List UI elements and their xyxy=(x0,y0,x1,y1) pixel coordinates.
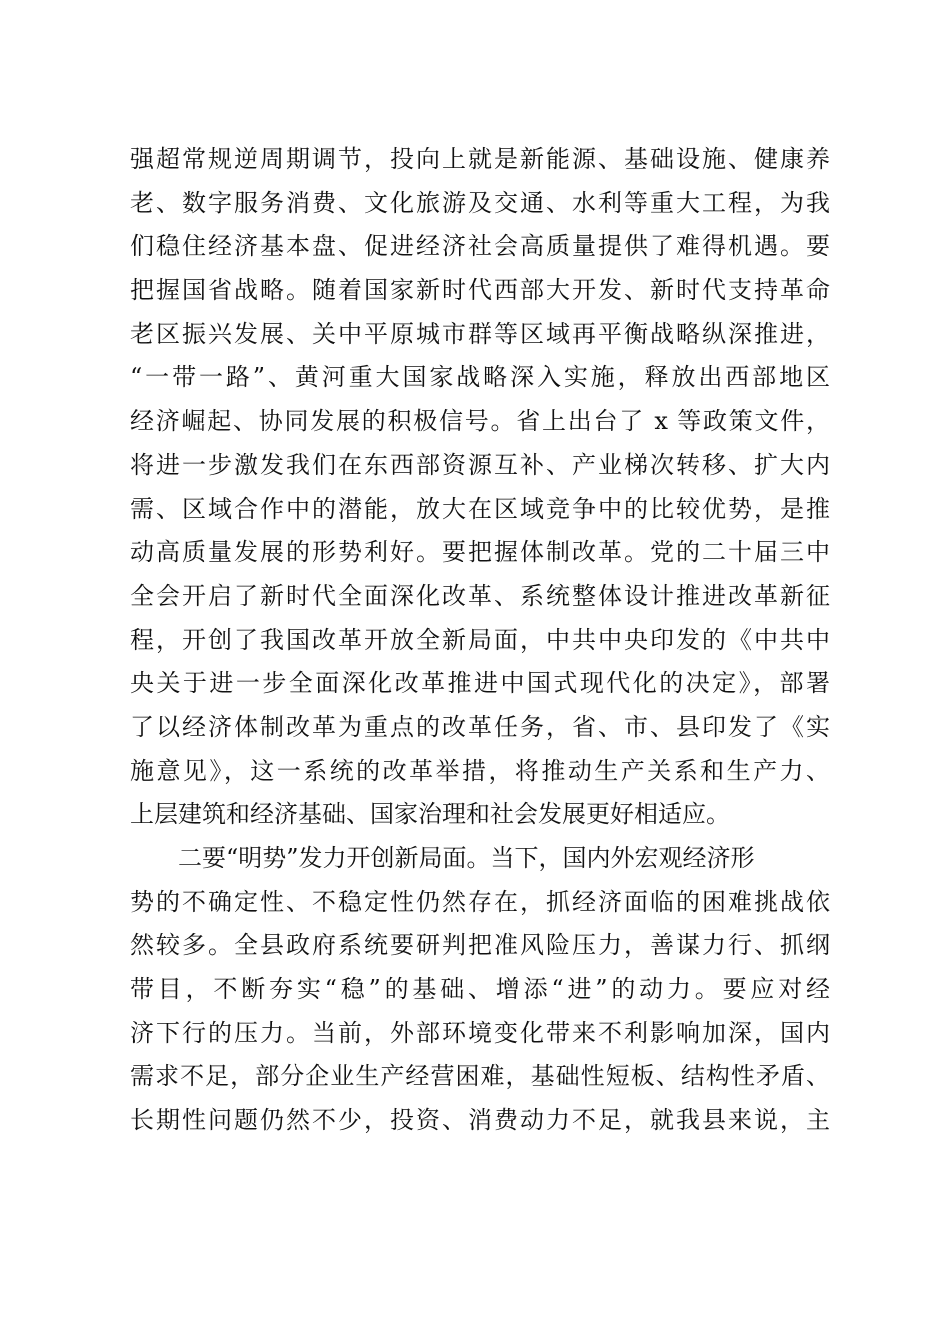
text-line: 了以经济体制改革为重点的改革任务，省、市、县印发了《实 xyxy=(130,712,830,741)
text-line: “一带一路”、黄河重大国家战略深入实施，释放出西部地区 xyxy=(130,363,830,392)
paragraph-1 xyxy=(130,138,830,837)
text-line: 程，开创了我国改革开放全新局面，中共中央印发的《中共中 xyxy=(130,625,830,654)
text-line: 上层建筑和经济基础、国家治理和社会发展更好相适应。 xyxy=(130,800,730,829)
text-line: 动高质量发展的形势利好。要把握体制改革。党的二十届三中 xyxy=(130,538,830,567)
text-line: 需求不足，部分企业生产经营困难，基础性短板、结构性矛盾、 xyxy=(130,1062,830,1091)
text-line: 经济崛起、协同发展的积极信号。省上出台了 x 等政策文件， xyxy=(130,407,830,436)
text-line: 带目，不断夯实“稳”的基础、增添“进”的动力。要应对经 xyxy=(130,975,830,1004)
text-line: 然较多。全县政府系统要研判把准风险压力，善谋力行、抓纲 xyxy=(130,931,830,960)
text-line: 施意见》，这一系统的改革举措，将推动生产关系和生产力、 xyxy=(130,756,830,785)
text-line: 央关于进一步全面深化改革推进中国式现代化的决定》，部署 xyxy=(130,669,830,698)
text-line: 老、数字服务消费、文化旅游及交通、水利等重大工程，为我 xyxy=(130,188,830,217)
text-line: 强超常规逆周期调节，投向上就是新能源、基础设施、健康养 xyxy=(130,145,830,173)
text-line: 全会开启了新时代全面深化改革、系统整体设计推进改革新征 xyxy=(130,581,830,610)
text-line: 济下行的压力。当前，外部环境变化带来不利影响加深，国内 xyxy=(130,1018,830,1047)
text-line: 们稳住经济基本盘、促进经济社会高质量提供了难得机遇。要 xyxy=(130,232,830,261)
text-line: 二要“明势”发力开创新局面。当下，国内外宏观经济形 xyxy=(178,844,755,872)
text-line: 将进一步激发我们在东西部资源互补、产业梯次转移、扩大内 xyxy=(130,450,830,479)
paragraph-2 xyxy=(130,837,830,1143)
text-line: 老区振兴发展、关中平原城市群等区域再平衡战略纵深推进， xyxy=(130,319,830,348)
text-line: 势的不确定性、不稳定性仍然存在，抓经济面临的困难挑战依 xyxy=(130,887,830,916)
body-text xyxy=(130,138,830,1143)
text-line: 长期性问题仍然不少，投资、消费动力不足，就我县来说，主 xyxy=(130,1106,830,1135)
text-line: 把握国省战略。随着国家新时代西部大开发、新时代支持革命 xyxy=(130,276,830,305)
text-line: 需、区域合作中的潜能，放大在区域竞争中的比较优势，是推 xyxy=(130,494,830,523)
